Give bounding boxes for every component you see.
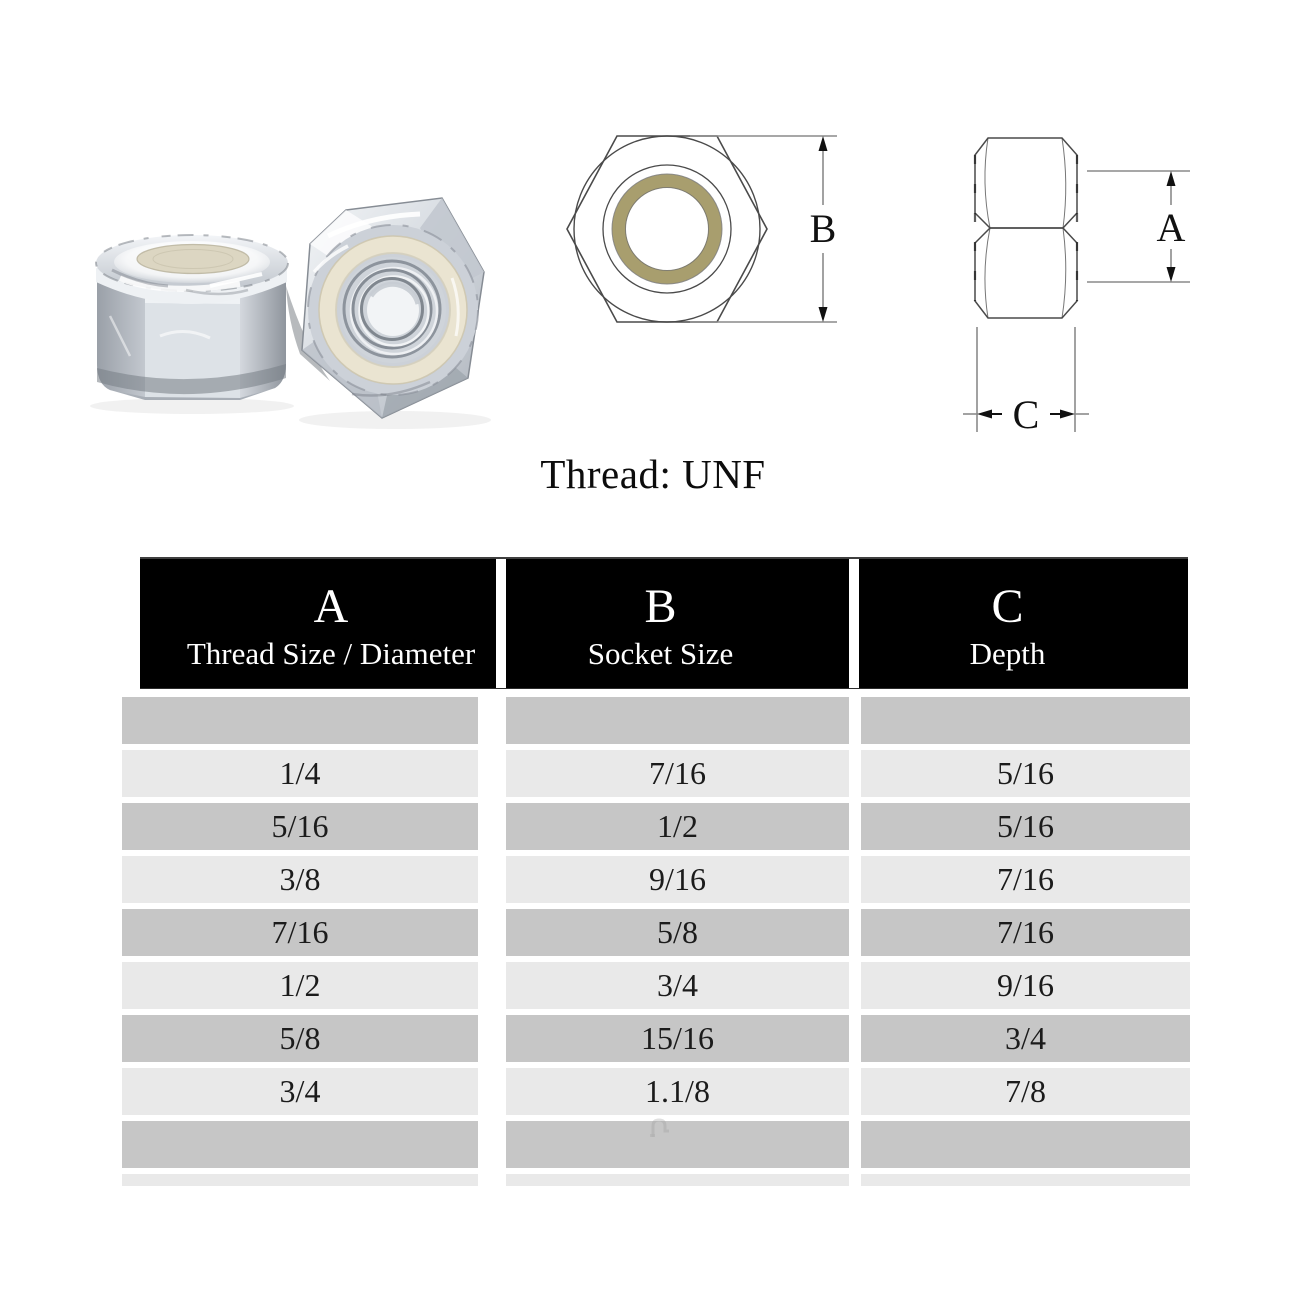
row-gutter bbox=[496, 1015, 506, 1062]
cell-c: 3/4 bbox=[861, 1015, 1190, 1062]
cell-c: 9/16 bbox=[861, 962, 1190, 1009]
header-notch bbox=[849, 559, 859, 564]
cell-c: 7/16 bbox=[861, 909, 1190, 956]
dim-label-b: B bbox=[809, 206, 837, 251]
row-gutter bbox=[496, 1068, 506, 1115]
table-row bbox=[140, 856, 1188, 903]
header-label-b: Socket Size bbox=[587, 636, 734, 671]
cell-a: 1/4 bbox=[122, 750, 478, 797]
cell-c: 7/8 bbox=[861, 1068, 1190, 1115]
lock-nut-right bbox=[286, 198, 484, 418]
cell-a bbox=[122, 1121, 478, 1168]
table-row bbox=[140, 962, 1188, 1009]
row-gutter bbox=[849, 856, 859, 903]
row-gutter bbox=[496, 1174, 506, 1186]
cell-b bbox=[506, 1121, 849, 1168]
row-gutter bbox=[849, 962, 859, 1009]
cell-a: 3/8 bbox=[122, 856, 478, 903]
table-row bbox=[140, 750, 1188, 797]
row-gutter bbox=[496, 697, 506, 744]
cell-b: 9/16 bbox=[506, 856, 849, 903]
table-row bbox=[140, 697, 1188, 744]
header-col-c bbox=[843, 559, 1172, 688]
cell-a: 1/2 bbox=[122, 962, 478, 1009]
header-letter-b: B bbox=[644, 580, 677, 633]
cell-a bbox=[122, 697, 478, 744]
row-gutter bbox=[496, 1121, 506, 1168]
thread-spec: Thread: UNF bbox=[540, 451, 766, 497]
row-gutter bbox=[849, 1015, 859, 1062]
cell-b: 7/16 bbox=[506, 750, 849, 797]
row-gutter bbox=[849, 697, 859, 744]
cell-b: 5/8 bbox=[506, 909, 849, 956]
row-gutter bbox=[496, 962, 506, 1009]
header-label-c: Depth bbox=[969, 636, 1046, 671]
cell-a: 3/4 bbox=[122, 1068, 478, 1115]
header-letter-a: A bbox=[313, 580, 349, 633]
header-notch bbox=[496, 559, 506, 564]
cell-c bbox=[861, 1174, 1190, 1186]
table-row bbox=[140, 1174, 1188, 1186]
row-gutter bbox=[496, 803, 506, 850]
cell-b: 3/4 bbox=[506, 962, 849, 1009]
row-gutter bbox=[849, 803, 859, 850]
row-gutter bbox=[849, 1174, 859, 1186]
photo-shadow-left bbox=[90, 398, 294, 414]
watermark-icon bbox=[645, 1117, 675, 1139]
row-gutter bbox=[849, 1121, 859, 1168]
cell-c bbox=[861, 697, 1190, 744]
row-gutter bbox=[496, 750, 506, 797]
header-label-a: Thread Size / Diameter bbox=[186, 636, 476, 671]
cell-b: 1/2 bbox=[506, 803, 849, 850]
cell-a bbox=[122, 1174, 478, 1186]
table-row bbox=[140, 1068, 1188, 1115]
side-view-drawing bbox=[940, 125, 1220, 450]
dimension-a bbox=[1087, 171, 1190, 282]
dimension-c bbox=[963, 327, 1089, 437]
cell-a: 5/16 bbox=[122, 803, 478, 850]
lock-nut-left bbox=[96, 235, 288, 400]
hex-outline bbox=[567, 136, 767, 322]
cell-b: 1.1/8 bbox=[506, 1068, 849, 1115]
cell-c: 5/16 bbox=[861, 750, 1190, 797]
dim-label-c: C bbox=[1012, 392, 1040, 437]
dim-label-a: A bbox=[1156, 205, 1186, 250]
row-gutter bbox=[849, 750, 859, 797]
cell-a: 7/16 bbox=[122, 909, 478, 956]
cell-c: 7/16 bbox=[861, 856, 1190, 903]
row-gutter bbox=[849, 909, 859, 956]
header-col-b bbox=[489, 559, 832, 688]
row-gutter bbox=[496, 909, 506, 956]
product-photo bbox=[90, 186, 568, 438]
header-col-a bbox=[153, 559, 509, 688]
thread-bore bbox=[340, 257, 446, 363]
table-row bbox=[140, 909, 1188, 956]
cell-b bbox=[506, 697, 849, 744]
cell-b bbox=[506, 1174, 849, 1186]
cell-c: 5/16 bbox=[861, 803, 1190, 850]
table-row bbox=[140, 803, 1188, 850]
cell-b: 15/16 bbox=[506, 1015, 849, 1062]
top-view-drawing bbox=[540, 125, 860, 340]
nylon-ring-drawing bbox=[619, 181, 715, 277]
row-gutter bbox=[496, 856, 506, 903]
cell-a: 5/8 bbox=[122, 1015, 478, 1062]
row-gutter bbox=[849, 1068, 859, 1115]
photo-shadow-right bbox=[299, 411, 491, 429]
size-table-body bbox=[140, 697, 1188, 1186]
cell-c bbox=[861, 1121, 1190, 1168]
table-row bbox=[140, 1015, 1188, 1062]
header-letter-c: C bbox=[991, 580, 1024, 633]
size-table bbox=[140, 557, 1188, 1186]
size-table-header bbox=[140, 557, 1188, 689]
